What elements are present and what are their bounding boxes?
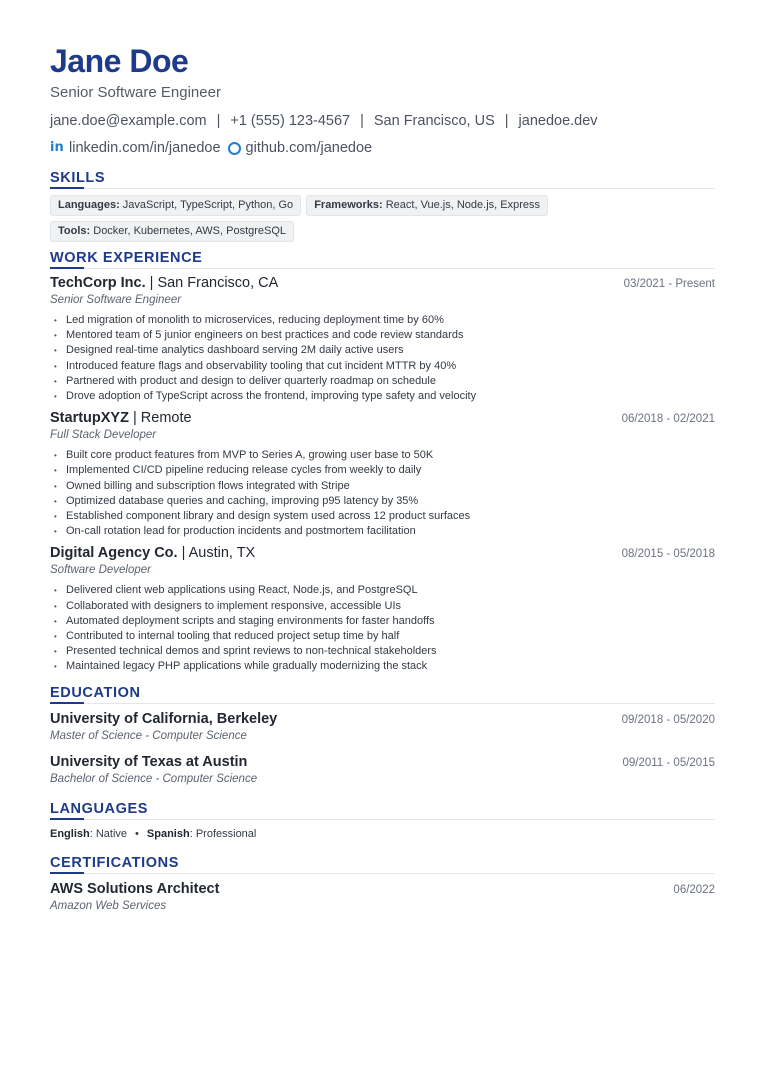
education-entry: [50, 753, 715, 786]
linkedin-link[interactable]: [50, 138, 221, 158]
section-title: CERTIFICATIONS: [50, 854, 179, 871]
skill-label: Languages:: [58, 199, 120, 211]
bullet-item: • Presented technical demos and sprint reviews to non-technical stakeholders: [50, 644, 715, 659]
section-heading-work: [50, 249, 715, 269]
bullet-item: • On-call rotation lead for production incidents and postmortem facilitation: [50, 524, 715, 539]
bullet-item: • Established component library and design system used across 12 product surfaces: [50, 509, 715, 524]
degree: Master of Science - Computer Science: [50, 729, 247, 742]
separator: •: [135, 827, 139, 840]
skill-value: JavaScript, TypeScript, Python, Go: [122, 199, 294, 211]
profile-links: [50, 138, 715, 158]
job-role: Software Developer: [50, 564, 151, 577]
job-header: [50, 274, 715, 292]
job-dates: 03/2021 - Present: [623, 278, 715, 290]
language-level: Native: [95, 827, 128, 840]
bullet-item: • Led migration of monolith to microservices, reducing deployment time by 60%: [50, 313, 715, 328]
section-heading-languages: [50, 800, 715, 820]
school-name: [50, 753, 247, 771]
linkedin-url: linkedin.com/in/janedoe: [69, 140, 221, 156]
company-line: TechCorp Inc. | San Francisco, CA: [50, 275, 279, 291]
job-bullets: [50, 448, 715, 539]
language-name: English: [50, 827, 90, 840]
skill-label: Frameworks:: [314, 199, 383, 211]
skill-chip: [306, 195, 548, 216]
heading-underline: [50, 702, 84, 704]
skill-chip: [50, 195, 301, 216]
education-entry: [50, 710, 715, 743]
bullet-item: • Owned billing and subscription flows integrated with Stripe: [50, 479, 715, 494]
certification-name-text: AWS Solutions Architect: [50, 880, 220, 897]
heading-underline: [50, 818, 84, 820]
section-title: WORK EXPERIENCE: [50, 250, 203, 266]
job-header: [50, 544, 715, 562]
website-link[interactable]: janedoe.dev: [518, 113, 598, 129]
github-url: github.com/janedoe: [245, 140, 373, 156]
bullet-item: • Collaborated with designers to implement responsive, accessible UIs: [50, 599, 715, 614]
school-name-text: University of California, Berkeley: [50, 710, 278, 727]
section-title: LANGUAGES: [50, 800, 149, 817]
github-link[interactable]: [225, 138, 373, 158]
bullet-item: • Optimized database queries and caching, improving p95 latency by 35%: [50, 494, 715, 509]
bullet-item: • Built core product features from MVP to Series A, growing user base to 50K: [50, 448, 715, 463]
candidate-title: Senior Software Engineer: [50, 84, 221, 101]
education-dates: 09/2011 - 05/2015: [622, 756, 715, 769]
education-dates: 09/2018 - 05/2020: [621, 713, 715, 726]
certification-name: [50, 880, 219, 898]
skill-value: React, Vue.js, Node.js, Express: [385, 199, 541, 211]
github-icon: [228, 142, 241, 155]
bullet-item: • Maintained legacy PHP applications while gradually modernizing the stack: [50, 659, 715, 674]
section-heading-skills: [50, 169, 715, 189]
certification-header: [50, 880, 715, 898]
degree: Bachelor of Science - Computer Science: [50, 772, 258, 785]
company-location: Remote: [140, 410, 192, 427]
section-heading-education: [50, 684, 715, 704]
languages-line: English: Native • Spanish: Professional: [50, 827, 257, 840]
bullet-item: • Contributed to internal tooling that reduced project setup time by half: [50, 629, 715, 644]
separator: |: [504, 113, 509, 129]
skill-row: [50, 221, 715, 242]
email-link[interactable]: jane.doe@example.com: [50, 113, 207, 129]
separator: |: [360, 113, 364, 129]
language-name: Spanish: [146, 827, 190, 840]
bullet-item: • Delivered client web applications using React, Node.js, and PostgreSQL: [50, 583, 715, 598]
heading-underline: [50, 187, 84, 189]
certification-entry: [50, 880, 715, 913]
company-location: San Francisco, CA: [157, 275, 279, 291]
section-title: SKILLS: [50, 170, 106, 186]
education-header: [50, 753, 715, 771]
phone-text: +1 (555) 123-4567: [230, 113, 351, 129]
skill-value: Docker, Kubernetes, AWS, PostgreSQL: [93, 225, 287, 237]
bullet-item: • Drove adoption of TypeScript across the frontend, improving type safety and velocity: [50, 389, 715, 404]
bullet-item: • Partnered with product and design to deliver quarterly roadmap on schedule: [50, 374, 715, 389]
skills-list: [50, 195, 715, 242]
section-heading-certifications: [50, 854, 715, 874]
school-name: [50, 710, 277, 728]
heading-underline: [50, 267, 84, 269]
job-entry: [50, 274, 715, 404]
candidate-name: Jane Doe: [50, 43, 189, 79]
skill-label: Tools:: [58, 225, 91, 237]
bullet-item: • Introduced feature flags and observability tooling that cut incident MTTR by 40%: [50, 359, 715, 374]
skill-chip: [50, 221, 294, 242]
heading-underline: [50, 872, 84, 874]
contact-line: [50, 111, 715, 131]
resume-page: [50, 42, 715, 913]
job-bullets: [50, 583, 715, 674]
school-name-text: University of Texas at Austin: [50, 753, 248, 770]
job-bullets: [50, 313, 715, 404]
separator: |: [216, 113, 221, 129]
certification-date: 06/2022: [673, 883, 715, 896]
company-name: TechCorp Inc.: [50, 275, 146, 291]
company-line: Digital Agency Co. | Austin, TX: [50, 545, 256, 562]
bullet-item: • Mentored team of 5 junior engineers on best practices and code review standards: [50, 328, 715, 343]
location-text: San Francisco, US: [373, 113, 495, 129]
certification-issuer: Amazon Web Services: [50, 899, 167, 912]
company-location: Austin, TX: [188, 545, 256, 562]
bullet-item: • Automated deployment scripts and staging environments for faster handoffs: [50, 614, 715, 629]
company-name: Digital Agency Co.: [50, 545, 178, 562]
language-level: Professional: [195, 827, 257, 840]
bullet-item: • Designed real-time analytics dashboard serving 2M daily active users: [50, 343, 715, 358]
job-dates: 08/2015 - 05/2018: [621, 548, 715, 561]
bullet-item: • Implemented CI/CD pipeline reducing release cycles from weekly to daily: [50, 463, 715, 478]
linkedin-icon: in: [50, 140, 64, 155]
job-dates: 06/2018 - 02/2021: [621, 413, 715, 426]
job-entry: [50, 409, 715, 539]
job-role: Senior Software Engineer: [50, 294, 182, 306]
company-line: StartupXYZ | Remote: [50, 410, 192, 427]
education-header: [50, 710, 715, 728]
job-header: [50, 409, 715, 427]
section-title: EDUCATION: [50, 684, 141, 701]
job-entry: [50, 544, 715, 674]
skill-row: [50, 195, 715, 216]
job-role: Full Stack Developer: [50, 429, 157, 442]
company-name: StartupXYZ: [50, 410, 129, 427]
